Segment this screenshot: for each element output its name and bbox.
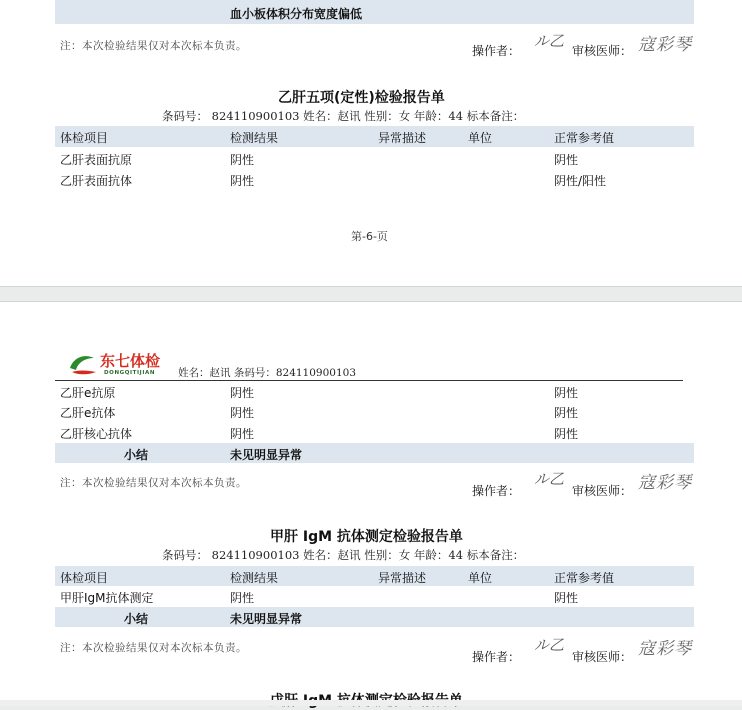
operator-label: 操作者： [472,650,521,664]
operator-signature: ル乙 [534,470,565,488]
reviewer-signature: 寇彩琴 [638,473,692,493]
col-item: 体检项目 [60,571,109,585]
patient-info-line: 条码号： 824110900103 姓名：赵讯 性别：女 年龄：44 标本备注： [162,548,525,562]
operator-signature: ル乙 [534,636,565,654]
row-reference: 阴性/阳性 [554,174,607,188]
row-result: 阴性 [230,386,255,400]
summary-value: 未见明显异常 [230,448,303,462]
page-header-info: 姓名：赵讯 条码号：824110900103 [178,367,357,379]
col-unit: 单位 [468,131,493,145]
page-number: 第-6-页 [351,230,388,243]
summary-band [55,607,694,627]
reviewer-label: 审核医师： [572,44,633,58]
report-title: 乙肝五项(定性)检验报告单 [278,90,445,106]
prev-row-band [55,0,694,24]
col-result: 检测结果 [230,571,279,585]
reviewer-label: 审核医师： [572,484,633,498]
col-reference: 正常参考值 [554,571,615,585]
row-result: 阴性 [230,406,255,420]
col-abnormal: 异常描述 [378,131,427,145]
leaf-logo-icon [68,352,98,376]
report-page-7 [0,302,742,706]
row-item: 乙肝e抗体 [60,406,116,420]
operator-signature: ル乙 [534,32,565,50]
report-title: 甲肝 IgM 抗体测定检验报告单 [270,529,463,545]
col-abnormal: 异常描述 [378,571,427,585]
row-result: 阴性 [230,153,255,167]
viewer-bottom-bar [0,700,742,706]
summary-label: 小结 [124,612,149,626]
col-unit: 单位 [468,571,493,585]
row-reference: 阴性 [554,153,579,167]
company-logo [68,350,168,378]
reviewer-label: 审核医师： [572,650,633,664]
row-reference: 阴性 [554,406,579,420]
row-result: 阴性 [230,591,255,605]
col-item: 体检项目 [60,131,109,145]
report-page-6 [0,0,742,286]
patient-info-line: 条码号： 824110900103 姓名：赵讯 性别：女 年龄：44 标本备注： [162,109,525,123]
header-divider [55,380,683,381]
summary-value: 未见明显异常 [230,612,303,626]
disclaimer-note: 注：本次检验结果仅对本次标本负责。 [60,642,247,654]
page-gap [0,286,742,302]
row-reference: 阴性 [554,591,579,605]
row-item: 乙肝核心抗体 [60,427,133,441]
disclaimer-note: 注：本次检验结果仅对本次标本负责。 [60,477,247,489]
summary-label: 小结 [124,448,149,462]
reviewer-signature: 寇彩琴 [638,639,692,659]
row-result: 阴性 [230,174,255,188]
prev-row-text: 血小板体积分布宽度偏低 [230,7,363,21]
row-item: 乙肝表面抗体 [60,174,133,188]
reviewer-signature: 寇彩琴 [638,35,692,55]
summary-band [55,443,694,463]
col-reference: 正常参考值 [554,131,615,145]
logo-subtext: DONGQITIJIAN [104,370,156,376]
row-item: 乙肝表面抗原 [60,153,133,167]
operator-label: 操作者： [472,484,521,498]
row-item: 甲肝IgM抗体测定 [60,591,154,605]
row-item: 乙肝e抗原 [60,386,116,400]
disclaimer-note: 注：本次检验结果仅对本次标本负责。 [60,40,247,52]
row-reference: 阴性 [554,427,579,441]
logo-text: 东七体检 [100,352,161,370]
row-reference: 阴性 [554,386,579,400]
row-result: 阴性 [230,427,255,441]
col-result: 检测结果 [230,131,279,145]
operator-label: 操作者： [472,44,521,58]
